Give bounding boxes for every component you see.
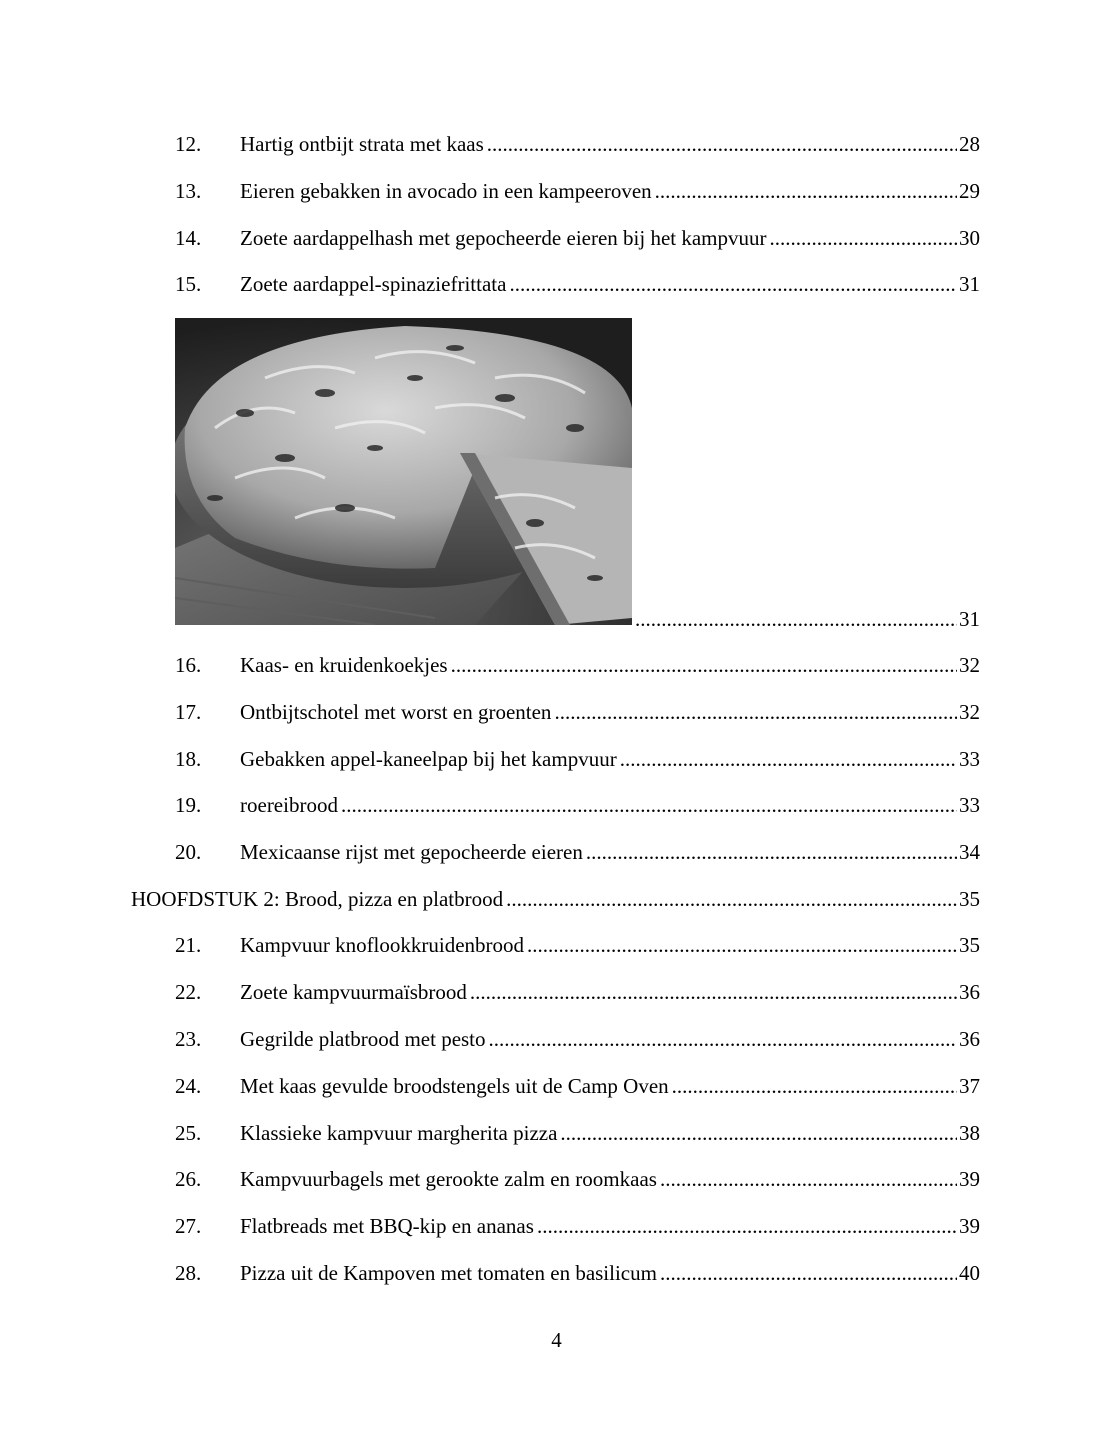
toc-entry-title: roereibrood xyxy=(240,793,338,817)
toc-entry-title: Kampvuurbagels met gerookte zalm en roomkaas xyxy=(240,1167,657,1191)
toc-leader-dots xyxy=(451,650,957,680)
toc-leader-dots xyxy=(537,1211,957,1241)
toc-entry-number: 16. xyxy=(175,653,202,677)
toc-entry-page: 35 xyxy=(959,887,980,911)
toc-entry-page: 28 xyxy=(959,132,980,156)
toc-entry-21[interactable] xyxy=(175,930,980,960)
toc-entry-25[interactable] xyxy=(175,1118,980,1148)
toc-leader-dots xyxy=(487,129,957,159)
toc-entry-title: Flatbreads met BBQ-kip en ananas xyxy=(240,1214,534,1238)
toc-entry-page: 36 xyxy=(959,980,980,1004)
toc-leader-dots xyxy=(672,1071,957,1101)
toc-entry-number: 18. xyxy=(175,747,202,771)
toc-entry-title: Kampvuur knoflookkruidenbrood xyxy=(240,933,525,957)
toc-entry-page: 37 xyxy=(959,1074,980,1098)
toc-entry-title: Gegrilde platbrood met pesto xyxy=(240,1027,486,1051)
toc-entry-22[interactable] xyxy=(175,977,980,1007)
toc-image-entry-leader xyxy=(632,604,980,634)
toc-leader-dots xyxy=(341,790,957,820)
toc-entry-page: 30 xyxy=(959,226,980,250)
toc-leader-dots xyxy=(620,744,957,774)
toc-entry-23[interactable] xyxy=(175,1024,980,1054)
toc-entry-page: 33 xyxy=(959,747,980,771)
toc-entry-28[interactable] xyxy=(175,1258,980,1288)
toc-entry-number: 21. xyxy=(175,933,202,957)
toc-entry-title: Ontbijtschotel met worst en groenten xyxy=(240,700,552,724)
toc-entry-number: 19. xyxy=(175,793,202,817)
toc-leader-dots xyxy=(586,837,957,867)
toc-entry-title: Mexicaanse rijst met gepocheerde eieren xyxy=(240,840,583,864)
toc-entry-title: Kaas- en kruidenkoekjes xyxy=(240,653,448,677)
toc-entry-number: 14. xyxy=(175,226,202,250)
toc-entry-number: 28. xyxy=(175,1261,202,1285)
toc-entry-page: 32 xyxy=(959,700,980,724)
toc-entry-27[interactable] xyxy=(175,1211,980,1241)
toc-leader-dots xyxy=(660,1164,957,1194)
toc-entry-26[interactable] xyxy=(175,1164,980,1194)
toc-leader-dots xyxy=(655,176,957,206)
toc-entry-page: 31 xyxy=(959,607,980,631)
toc-entry-page: 34 xyxy=(959,840,980,864)
toc-entry-page: 31 xyxy=(959,272,980,296)
toc-entry-number: 13. xyxy=(175,179,202,203)
toc-leader-dots xyxy=(660,1258,957,1288)
toc-entry-19[interactable] xyxy=(175,790,980,820)
toc-entry-page: 39 xyxy=(959,1167,980,1191)
toc-entry-15[interactable] xyxy=(175,269,980,299)
toc-leader-dots xyxy=(470,977,957,1007)
toc-entry-title: Pizza uit de Kampoven met tomaten en basilicum xyxy=(240,1261,657,1285)
toc-leader-dots xyxy=(527,930,957,960)
toc-chapter-title: HOOFDSTUK 2: Brood, pizza en platbrood xyxy=(131,887,504,911)
toc-entry-page: 36 xyxy=(959,1027,980,1051)
toc-entry-page: 38 xyxy=(959,1121,980,1145)
toc-entry-16[interactable] xyxy=(175,650,980,680)
toc-entry-number: 20. xyxy=(175,840,202,864)
toc-chapter-2[interactable] xyxy=(131,884,980,914)
toc-leader-dots xyxy=(506,884,957,914)
toc-entry-number: 17. xyxy=(175,700,202,724)
toc-entry-14[interactable] xyxy=(175,223,980,253)
toc-entry-number: 15. xyxy=(175,272,202,296)
toc-entry-title: Zoete aardappel-spinaziefrittata xyxy=(240,272,507,296)
toc-entry-title: Met kaas gevulde broodstengels uit de Camp Oven xyxy=(240,1074,669,1098)
toc-entry-18[interactable] xyxy=(175,744,980,774)
page-number: 4 xyxy=(551,1328,562,1352)
toc-entry-page: 29 xyxy=(959,179,980,203)
toc-entry-title: Hartig ontbijt strata met kaas xyxy=(240,132,484,156)
toc-entry-page: 40 xyxy=(959,1261,980,1285)
toc-leader-dots xyxy=(635,604,957,634)
toc-leader-dots xyxy=(560,1118,957,1148)
toc-entry-17[interactable] xyxy=(175,697,980,727)
toc-entry-title: Eieren gebakken in avocado in een kampeeroven xyxy=(240,179,652,203)
toc-entry-title: Gebakken appel-kaneelpap bij het kampvuur xyxy=(240,747,617,771)
toc-leader-dots xyxy=(489,1024,957,1054)
toc-entry-page: 35 xyxy=(959,933,980,957)
toc-entry-number: 27. xyxy=(175,1214,202,1238)
toc-entry-number: 22. xyxy=(175,980,202,1004)
toc-entry-title: Zoete aardappelhash met gepocheerde eieren bij het kampvuur xyxy=(240,226,767,250)
toc-entry-number: 26. xyxy=(175,1167,202,1191)
toc-leader-dots xyxy=(770,223,957,253)
toc-leader-dots xyxy=(509,269,957,299)
toc-leader-dots xyxy=(554,697,957,727)
toc-image-entry[interactable] xyxy=(175,318,980,631)
toc-entry-20[interactable] xyxy=(175,837,980,867)
toc-entry-12[interactable] xyxy=(175,129,980,159)
frittata-photo xyxy=(175,318,632,625)
toc-entry-page: 39 xyxy=(959,1214,980,1238)
toc-entry-page: 33 xyxy=(959,793,980,817)
toc-entry-13[interactable] xyxy=(175,176,980,206)
toc-entry-number: 12. xyxy=(175,132,202,156)
toc-entry-title: Zoete kampvuurmaïsbrood xyxy=(240,980,467,1004)
toc-entry-number: 24. xyxy=(175,1074,202,1098)
toc-entry-24[interactable] xyxy=(175,1071,980,1101)
toc-entry-number: 25. xyxy=(175,1121,202,1145)
toc-entry-number: 23. xyxy=(175,1027,202,1051)
toc-entry-title: Klassieke kampvuur margherita pizza xyxy=(240,1121,558,1145)
toc-entry-page: 32 xyxy=(959,653,980,677)
